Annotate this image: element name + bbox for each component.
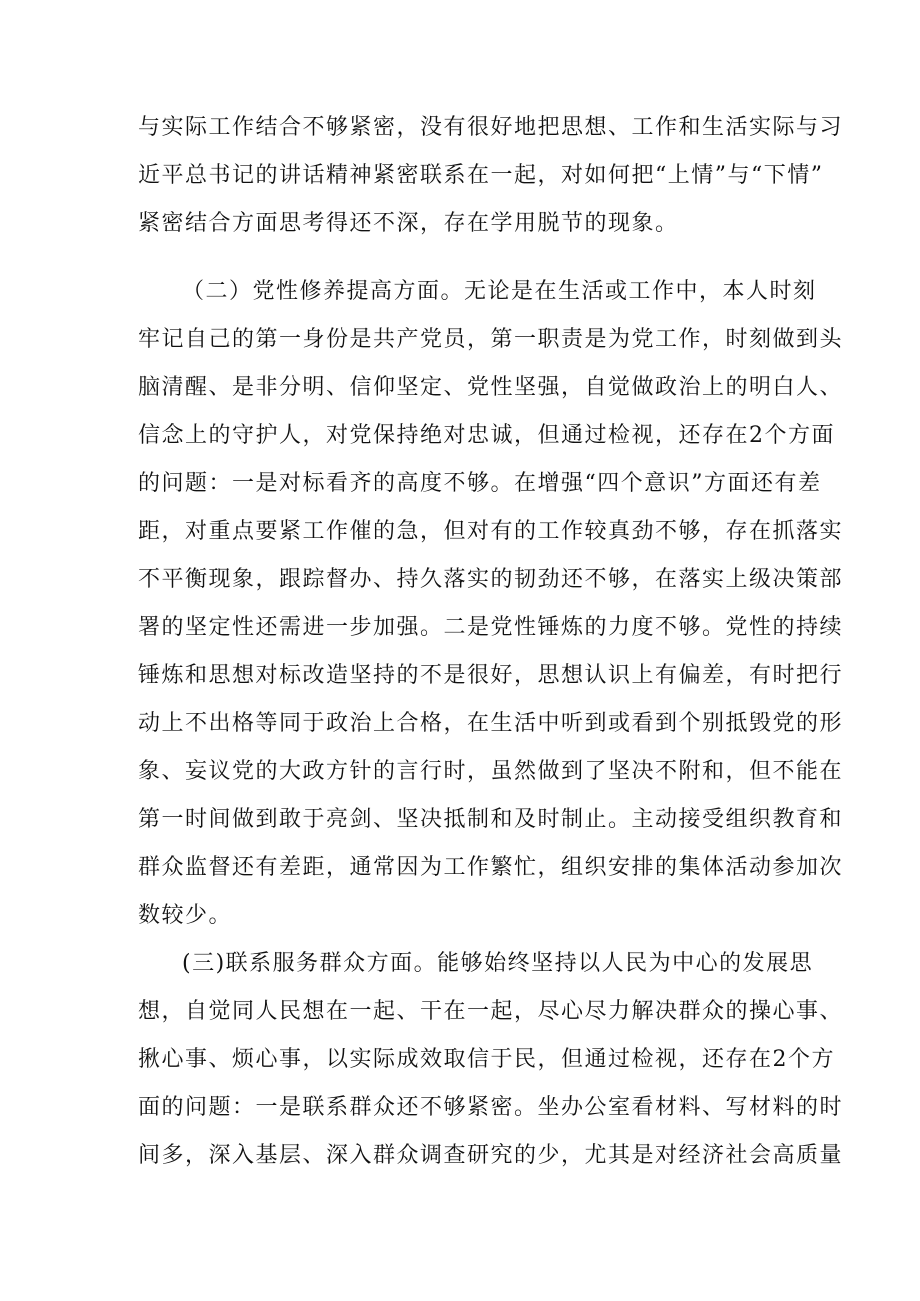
paragraph-line: 紧密结合方面思考得还不深，存在学用脱节的现象。 xyxy=(138,211,679,236)
paragraph-line: 数较少。 xyxy=(138,903,233,928)
paragraph-1 xyxy=(138,104,844,248)
paragraph-line: 锤炼和思想对标改造坚持的不是很好，思想认识上有偏差，有时把行 xyxy=(138,663,844,688)
paragraph-line: 牢记自己的第一身份是共产党员，第一职责是为党工作，时刻做到头 xyxy=(138,327,844,352)
paragraph-line: 象、妄议党的大政方针的言行时，虽然做到了坚决不附和，但不能在 xyxy=(138,759,844,784)
paragraph-3 xyxy=(138,940,844,1180)
document-body xyxy=(138,104,844,1180)
paragraph-line: （二）党性修养提高方面。无论是在生活或工作中，本人时刻 xyxy=(182,279,817,304)
paragraph-line: 第一时间做到敢于亮剑、坚决抵制和及时制止。主动接受组织教育和 xyxy=(138,807,844,832)
paragraph-2 xyxy=(138,268,844,940)
paragraph-line: 间多，深入基层、深入群众调查研究的少，尤其是对经济社会高质量 xyxy=(138,1143,844,1168)
paragraph-line: 动上不出格等同于政治上合格，在生活中听到或看到个别抵毁党的形 xyxy=(138,711,844,736)
paragraph-line: 署的坚定性还需进一步加强。二是党性锤炼的力度不够。党性的持续 xyxy=(138,615,844,640)
paragraph-line: 信念上的守护人，对党保持绝对忠诚，但通过检视，还存在2个方面 xyxy=(138,423,835,448)
paragraph-line: 脑清醒、是非分明、信仰坚定、党性坚强，自觉做政治上的明白人、 xyxy=(138,375,844,400)
paragraph-spacer xyxy=(138,248,806,268)
paragraph-line: 与实际工作结合不够紧密，没有很好地把思想、工作和生活实际与习 xyxy=(138,115,844,140)
paragraph-line: 距，对重点要紧工作催的急，但对有的工作较真劲不够，存在抓落实 xyxy=(138,519,844,544)
paragraph-line: 揪心事、烦心事，以实际成效取信于民，但通过检视，还存在2个方 xyxy=(138,1047,835,1072)
paragraph-line: 不平衡现象，跟踪督办、持久落实的韧劲还不够，在落实上级决策部 xyxy=(138,567,844,592)
paragraph-line: 近平总书记的讲话精神紧密联系在一起，对如何把“上情”与“下情” xyxy=(138,163,824,188)
paragraph-line: 面的问题：一是联系群众还不够紧密。坐办公室看材料、写材料的时 xyxy=(138,1095,844,1120)
paragraph-line: 想，自觉同人民想在一起、干在一起，尽心尽力解决群众的操心事、 xyxy=(138,999,844,1024)
paragraph-line: (三)联系服务群众方面。能够始终坚持以人民为中心的发展思 xyxy=(182,951,814,976)
paragraph-line: 群众监督还有差距，通常因为工作繁忙，组织安排的集体活动参加次 xyxy=(138,855,844,880)
paragraph-line: 的问题：一是对标看齐的高度不够。在增强“四个意识”方面还有差 xyxy=(138,471,822,496)
